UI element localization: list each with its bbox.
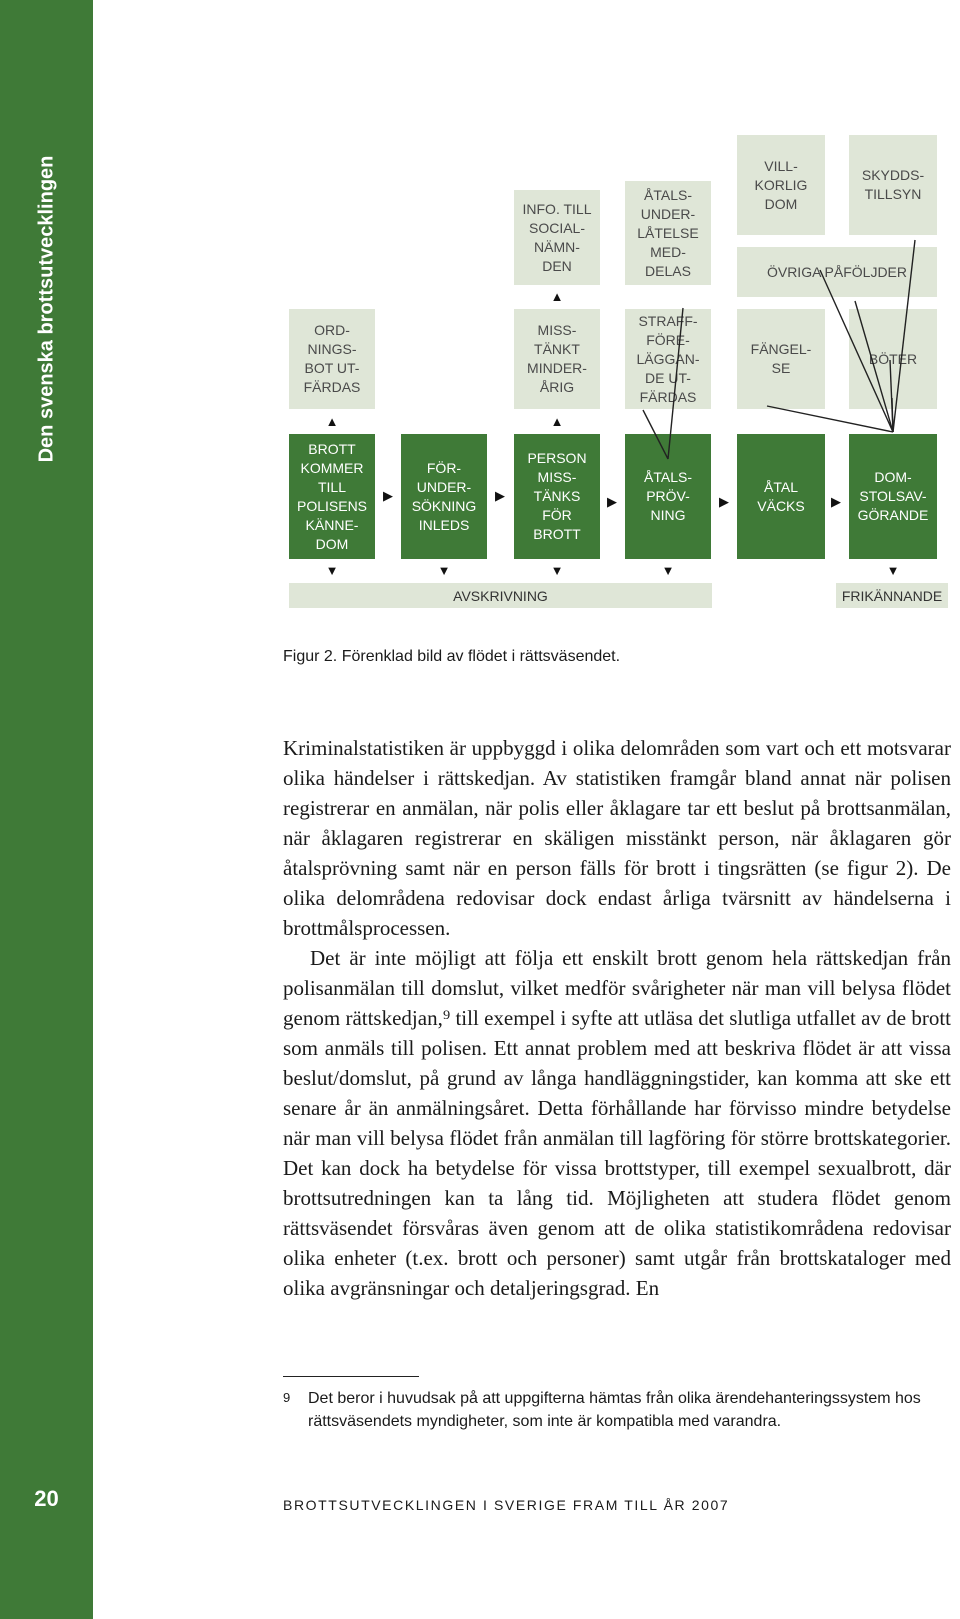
- box-misstankt-minderarig: MISS- TÄNKT MINDER- ÅRIG: [514, 309, 600, 409]
- box-fangelse: FÄNGEL- SE: [737, 309, 825, 409]
- connector-line: [767, 406, 893, 432]
- footnote-rule: [283, 1376, 419, 1377]
- arrow-down-icon: ▼: [325, 563, 339, 578]
- box-skyddstillsyn: SKYDDS- TILLSYN: [849, 135, 937, 235]
- arrow-right-icon: ▶: [383, 488, 393, 503]
- bar-frikannande: FRIKÄNNANDE: [836, 583, 948, 608]
- box-forundersokning: FÖR- UNDER- SÖKNING INLEDS: [401, 434, 487, 559]
- figure-caption: Figur 2. Förenklad bild av flödet i rättsväsendet.: [283, 648, 621, 665]
- box-atal-vacks: ÅTAL VÄCKS: [737, 434, 825, 559]
- connector-line: [855, 301, 893, 432]
- box-ovriga-pafoljder: ÖVRIGA PÅFÖLJDER: [737, 247, 937, 297]
- running-footer: BROTTSUTVECKLINGEN I SVERIGE FRAM TILL ÅR 2007: [283, 1497, 730, 1513]
- connector-line: [893, 240, 915, 432]
- box-atalsprovning: ÅTALS- PRÖV- NING: [625, 434, 711, 559]
- arrow-down-icon: ▼: [661, 563, 675, 578]
- arrow-right-icon: ▶: [495, 488, 505, 503]
- box-domstolsavgorande: DOM- STOLSAV- GÖRANDE: [849, 434, 937, 559]
- body-paragraph: Kriminalstatistiken är uppbyggd i olika delområden som vart och ett motsvarar olika händelser i rättskedjan. Av statistiken framgår bland annat när polisen registrerar en anmälan, när polis eller åklagare tar ett beslut på brottsanmälan, när åklagaren registrerar en skäligen misstänkt person, när åklagaren gör åtalsprövning samt när en person fälls för brott i tingsrätten (se figur 2). De olika delområdena redovisar dock endast årliga tvärsnitt av händelserna i brottmålsprocessen.: [283, 736, 951, 940]
- page-number: 20: [34, 1486, 59, 1511]
- footnote: [283, 1387, 951, 1433]
- arrow-up-icon: ▲: [550, 289, 564, 304]
- box-brott-polis: BROTT KOMMER TILL POLISENS KÄNNE- DOM: [289, 434, 375, 559]
- connector-line: [820, 270, 893, 432]
- arrow-up-icon: ▲: [325, 414, 339, 429]
- footnote-number: 9: [283, 1390, 291, 1405]
- box-info-social: INFO. TILL SOCIAL- NÄMN- DEN: [514, 190, 600, 285]
- arrow-down-icon: ▼: [550, 563, 564, 578]
- arrow-right-icon: ▶: [607, 494, 617, 509]
- connector-line: [892, 398, 893, 432]
- box-ordningsbot: ORD- NINGS- BOT UT- FÄRDAS: [289, 309, 375, 409]
- box-strafforelaggande: STRAFF- FÖRE- LÄGGAN- DE UT- FÄRDAS: [625, 309, 711, 409]
- box-atalsunderlatelse: ÅTALS- UNDER- LÅTELSE MED- DELAS: [625, 181, 711, 285]
- sidebar-title: Den svenska brottsutvecklingen: [35, 155, 58, 463]
- box-villkorlig-dom: VILL- KORLIG DOM: [737, 135, 825, 235]
- footnote-text: Det beror i huvudsak på att uppgifterna hämtas från olika ärendehanteringssystem hos rättsväsendets myndigheter, som inte är kompatibla med varandra.: [308, 1390, 921, 1430]
- arrow-up-icon: ▲: [550, 414, 564, 429]
- body-paragraph: Det är inte möjligt att följa ett enskilt brott genom hela rättskedjan från polisanmälan till domslut, vilket medför svårigheter när man vill belysa flödet genom rättskedjan,⁹ till exempel i syfte att utläsa det slutliga utfallet av de brott som anmäls till polisen. Ett annat problem med att beskriva flödet är att vissa beslut/domslut, på grund av långa handläggningstider, kan komma att ske ett senare år än anmälningsåret. Detta förhållande har förvisso mindre betydelse när man vill belysa flödet från anmälan till lagföring för större brottskategorier. Det kan dock ha betydelse för vissa brottstyper, till exempel sexualbrott, där brottsutredningen kan ta lång tid. Möjligheten att studera flödet genom rättsväsendet försvåras även genom att de olika statistikområdena redovisar olika enheter (t.ex. brott och personer) samt utgår från brottskataloger med olika avgränsningar och detaljeringsgrad. En: [283, 946, 951, 1300]
- arrow-right-icon: ▶: [719, 494, 729, 509]
- connector-line: [643, 410, 668, 459]
- arrow-down-icon: ▼: [437, 563, 451, 578]
- body-text: [283, 733, 951, 1303]
- bar-avskrivning: AVSKRIVNING: [289, 583, 712, 608]
- box-person-misstanks: PERSON MISS- TÄNKS FÖR BROTT: [514, 434, 600, 559]
- connector-line: [668, 308, 683, 459]
- arrow-right-icon: ▶: [831, 494, 841, 509]
- box-boter: BÖTER: [849, 309, 937, 409]
- connector-lines: [0, 0, 960, 620]
- arrow-down-icon: ▼: [886, 563, 900, 578]
